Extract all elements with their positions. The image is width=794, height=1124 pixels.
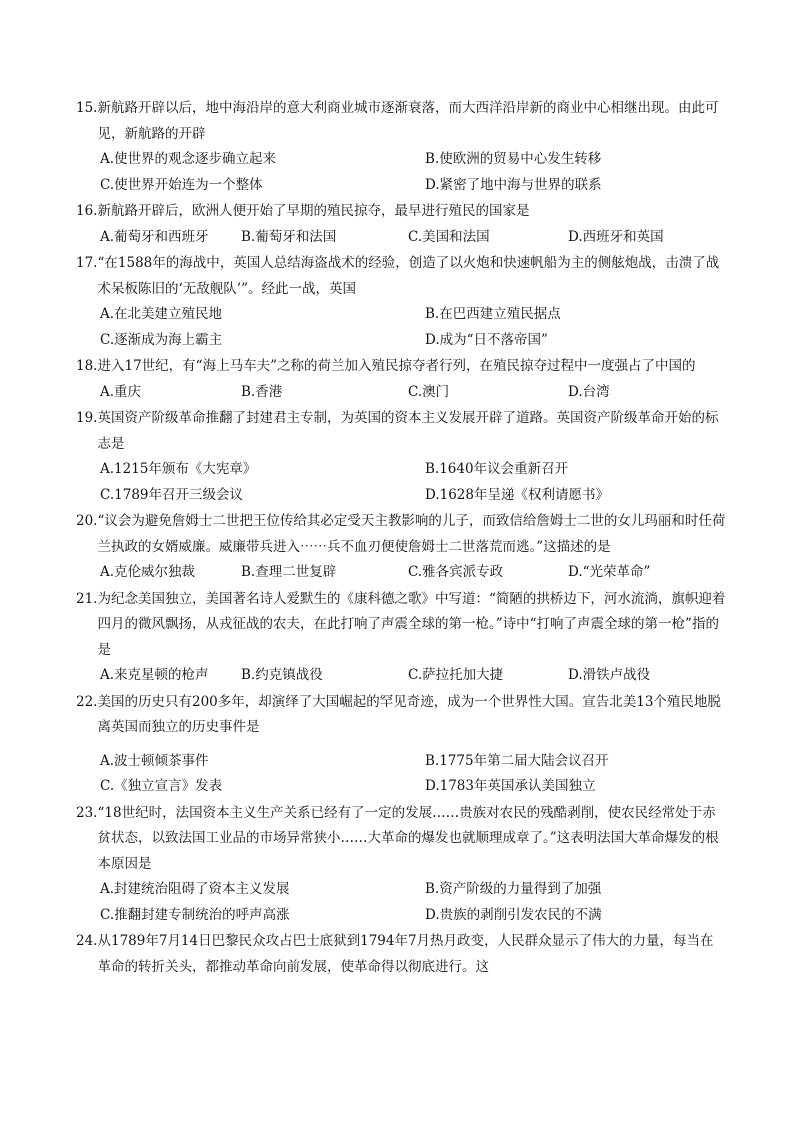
option-c: C.雅各宾派专政 (408, 564, 504, 580)
option-c: C.1789年召开三级会议 (100, 486, 243, 503)
question-stem: 进入17世纪，有“海上马车夫”之称的荷兰加入殖民掠夺者行列，在殖民掠夺过程中一度强占了中国的 (97, 358, 696, 374)
question-list (76, 96, 726, 981)
option-d: D.1783年英国承认美国独立 (425, 778, 596, 794)
options (76, 877, 726, 928)
option-c: C.美国和法国 (408, 228, 490, 245)
question-number: 19. (76, 410, 98, 426)
option-d: D.台湾 (568, 383, 610, 400)
option-c: C.使世界开始连为一个整体 (100, 176, 263, 193)
option-b: B.在巴西建立殖民据点 (425, 306, 561, 322)
question-stem: 新航路开辟后，欧洲人便开始了早期的殖民掠夺，最早进行殖民的国家是 (97, 203, 530, 219)
question-number: 21. (76, 590, 98, 607)
question-stem: “议会为避免詹姆士二世把王位传给其必定受天主教影响的儿子，而致信给詹姆士二世的女儿玛丽和时任荷兰执政的女婿威廉。威廉带兵进入⋯⋯兵不血刃便使詹姆士二世落荒而逃。”这描述的是 (97, 513, 726, 555)
option-a: A.重庆 (100, 383, 142, 400)
question-number: 20. (76, 513, 98, 529)
question-number: 18. (76, 358, 98, 374)
options (76, 749, 726, 800)
question-stem: 从1789年7月14日巴黎民众攻占巴士底狱到1794年7月热月政变，人民群众显示了伟大的力量，每当在革命的转折关头，都推动革命向前发展，使革命得以彻底进行。这 (97, 933, 714, 975)
question-number: 16. (76, 203, 98, 219)
question-24 (76, 929, 726, 980)
option-b: B.资产阶级的力量得到了加强 (425, 881, 602, 897)
options (76, 147, 726, 198)
option-d: D.贵族的剥削引发农民的不满 (425, 906, 602, 923)
question-20 (76, 509, 726, 586)
option-d: D.紧密了地中海与世界的联系 (425, 176, 602, 193)
options (76, 457, 726, 508)
options (76, 663, 726, 689)
question-17 (76, 251, 726, 353)
options (76, 302, 726, 353)
question-16 (76, 199, 726, 250)
question-22 (76, 690, 726, 800)
option-a: A.来克星顿的枪声 (100, 667, 209, 683)
question-number: 17. (76, 255, 98, 271)
option-d: D.西班牙和英国 (568, 228, 664, 245)
question-23 (76, 801, 726, 929)
options (76, 225, 726, 251)
question-number: 23. (76, 804, 98, 821)
option-d: D.1628年呈递《权利请愿书》 (425, 486, 609, 503)
option-b: B.1640年议会重新召开 (425, 461, 569, 477)
option-a: A.封建统治阻碍了资本主义发展 (100, 881, 290, 897)
option-d: D.“光荣革命” (568, 564, 651, 580)
option-b: B.使欧洲的贸易中心发生转移 (425, 151, 602, 167)
question-stem: 英国资产阶级革命推翻了封建君主专制，为英国的资本主义发展开辟了道路。英国资产阶级革命开始的标志是 (97, 410, 719, 452)
option-a: A.波士顿倾茶事件 (100, 752, 209, 769)
question-21 (76, 587, 726, 689)
option-a: A.葡萄牙和西班牙 (100, 228, 209, 245)
option-a: A.克伦威尔独裁 (100, 564, 196, 580)
question-number: 15. (76, 100, 98, 116)
question-stem: 美国的历史只有200多年，却演绎了大国崛起的罕见奇迹，成为一个世界性大国。宣告北美13个殖民地脱离英国而独立的历史事件是 (97, 693, 721, 735)
question-stem: 为纪念美国独立，美国著名诗人爱默生的《康科德之歌》中写道：“简陋的拱桥边下，河水流淌，旗帜迎着四月的微风飘扬，从戎征战的农夫，在此打响了声震全球的第一枪。”诗中“打响了声震全球的第一枪”指的是 (97, 590, 726, 658)
question-stem: 新航路开辟以后，地中海沿岸的意大利商业城市逐渐衰落，而大西洋沿岸新的商业中心相继出现。由此可见，新航路的开辟 (97, 100, 719, 142)
option-d: D.滑铁卢战役 (568, 667, 651, 683)
option-b: B.葡萄牙和法国 (241, 228, 337, 245)
option-b: B.约克镇战役 (241, 667, 323, 683)
option-c: C.《独立宣言》发表 (100, 778, 223, 794)
option-a: A.在北美建立殖民地 (100, 306, 223, 322)
option-b: B.香港 (241, 383, 283, 400)
question-stem: “18世纪时，法国资本主义生产关系已经有了一定的发展……贵族对农民的残酷剥削，使农民经常处于赤贫状态，以致法国工业品的市场异常狭小……大革命的爆发也就顺理成章了。”这表明法国大革命爆发的根本原因是 (97, 804, 719, 872)
option-c: C.萨拉托加大捷 (408, 667, 504, 683)
question-number: 22. (76, 693, 98, 710)
question-19 (76, 406, 726, 508)
question-number: 24. (76, 933, 98, 949)
options (76, 380, 726, 406)
spacer (76, 741, 726, 749)
option-d: D.成为“日不落帝国” (425, 331, 548, 348)
option-c: C.澳门 (408, 383, 450, 400)
option-a: A.1215年颁布《大宪章》 (100, 461, 257, 477)
option-a: A.使世界的观念逐步确立起来 (100, 151, 277, 167)
question-15 (76, 96, 726, 198)
question-18 (76, 354, 726, 405)
question-stem: “在1588年的海战中，英国人总结海盗战术的经验，创造了以火炮和快速帆船为主的侧舷炮战，击溃了战术呆板陈旧的‘无敌舰队’”。经此一战，英国 (97, 255, 720, 297)
option-b: B.查理二世复辟 (241, 564, 337, 580)
option-c: C.逐渐成为海上霸主 (100, 331, 223, 348)
option-c: C.推翻封建专制统治的呼声高涨 (100, 906, 290, 923)
options (76, 560, 726, 586)
option-b: B.1775年第二届大陆会议召开 (425, 752, 609, 769)
